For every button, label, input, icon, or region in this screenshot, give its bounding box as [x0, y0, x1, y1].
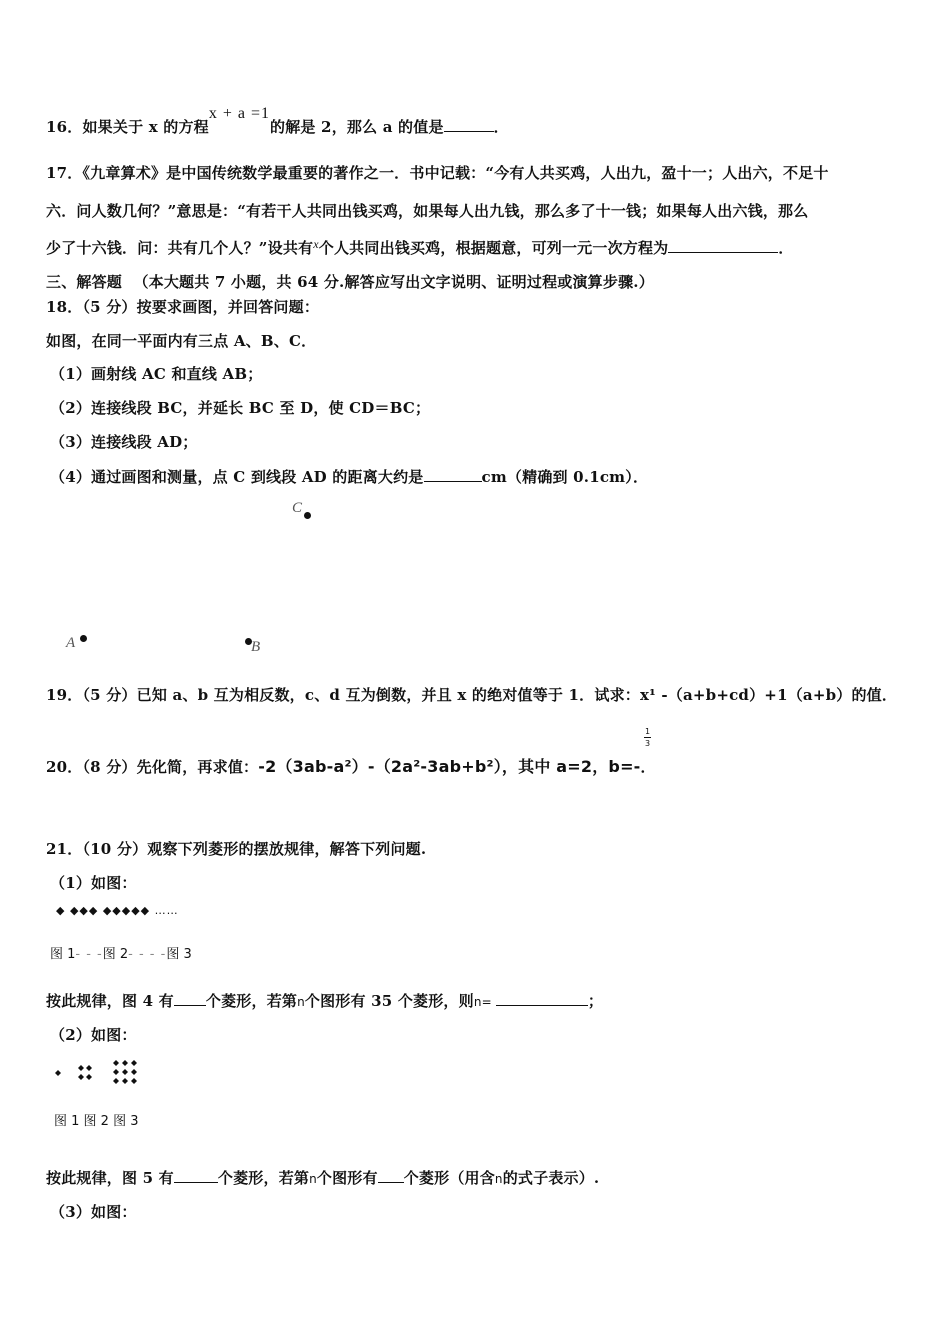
- q21-p2-fig-2-label: 图 2: [83, 1114, 109, 1129]
- q17-text-a: 少了十六钱．问：共有几个人？”设共有: [46, 239, 314, 257]
- p2-fig3-rhombi: [113, 1060, 137, 1084]
- q17-line-3: [46, 237, 794, 258]
- q21-part-3-label: （3）如图：: [50, 1203, 137, 1221]
- section-3-note: （本大题共 7 小题，共 64 分.解答应写出文字说明、证明过程或演算步骤.）: [133, 273, 654, 291]
- q20-fraction-denominator: 3: [644, 739, 651, 748]
- q18-step-4-text-b: cm（精确到 0.1cm）．: [481, 468, 649, 486]
- q21-p2-text-b: 个菱形，若第: [217, 1169, 310, 1187]
- q21-p1-blank-1[interactable]: [174, 991, 206, 1006]
- point-c-label: C: [292, 500, 303, 516]
- q17-answer-blank[interactable]: [668, 238, 778, 253]
- q21-p1-text-a: 按此规律，图 4 有: [46, 992, 174, 1010]
- q21-p1-n-equals: n=: [473, 995, 492, 1009]
- q17-variable-x: x: [313, 237, 319, 251]
- q20-fraction-bar: [644, 737, 651, 738]
- q21-part-2-rhombus-figures: [50, 1058, 150, 1088]
- q18-step-4-text-a: （4）通过画图和测量，点 C 到线段 AD 的距离大约是: [50, 468, 424, 486]
- q21-head: 21．（10 分）观察下列菱形的摆放规律，解答下列问题.: [46, 840, 427, 858]
- q18-answer-blank[interactable]: [424, 467, 482, 482]
- q21-p2-text-d: 个菱形（用含: [403, 1169, 495, 1187]
- q21-p2-fig-3-label: 图 3: [113, 1114, 139, 1129]
- q21-p2-text-e: 的式子表示）.: [502, 1169, 600, 1187]
- point-a-label: A: [66, 635, 76, 651]
- q21-p2-text-c: 个图形有: [316, 1169, 378, 1187]
- q21-p1-fig-2-label: 图 2: [102, 947, 129, 962]
- question-19: 19．（5 分）已知 a、b 互为相反数，c、d 互为倒数，并且 x 的绝对值等于 1．试求：x¹ -（a+b+cd）+1（a+b）的值．: [46, 686, 898, 704]
- q21-p1-text-c: 个图形有 35 个菱形，则: [304, 992, 474, 1010]
- q21-p1-text-d: ；: [587, 992, 604, 1010]
- q16-text-c: ．: [493, 118, 509, 136]
- q21-part-2-question: [46, 1167, 599, 1188]
- q20-fraction-numerator: 1: [644, 727, 651, 736]
- q18-step-1: （1）画射线 AC 和直线 AB；: [50, 365, 263, 383]
- q18-intro: 如图，在同一平面内有三点 A、B、C．: [46, 332, 317, 350]
- q21-part-1-rhombus-figures: ◆ ◆◆◆ ◆◆◆◆◆ ……: [56, 904, 179, 917]
- q18-head: 18．（5 分）按要求画图，并回答问题：: [46, 298, 320, 316]
- q20-expression: -2（3ab-a²）-（2a²-3ab+b²），其中 a=2，b=-: [258, 757, 641, 776]
- point-c-dot: [304, 512, 311, 519]
- q21-p1-text-b: 个菱形，若第: [205, 992, 298, 1010]
- q16-equation: x + a =1: [208, 105, 271, 122]
- q16-text-b: 的解是 2，那么 a 的值是: [270, 118, 444, 136]
- q16-text-a: 16．如果关于 x 的方程: [46, 118, 209, 136]
- q18-step-2: （2）连接线段 BC，并延长 BC 至 D，使 CD＝BC；: [50, 399, 431, 417]
- section-3-title: 三、解答题: [46, 273, 123, 291]
- q17-line-1: 17．《九章算术》是中国传统数学最重要的著作之一．书中记载：“今有人共买鸡，人出九，盈十一；人出六，不足十: [46, 164, 829, 182]
- point-a-dot: [80, 635, 87, 642]
- q21-part-2-label: （2）如图：: [50, 1026, 137, 1044]
- q21-p2-blank-2[interactable]: [378, 1168, 404, 1183]
- q21-p1-blank-2[interactable]: [496, 991, 588, 1006]
- q20-text-a: 20．（8 分）先化简，再求值：: [46, 758, 259, 776]
- q20-text-b: ．: [640, 758, 656, 776]
- q18-step-3: （3）连接线段 AD；: [50, 433, 198, 451]
- q21-part-2-figure-labels: [54, 1110, 139, 1129]
- q21-part-1-question: [46, 990, 603, 1011]
- question-20: [46, 754, 656, 777]
- q21-p2-n: n: [309, 1172, 317, 1186]
- q17-text-b: 个人共同出钱买鸡，根据题意，可列一元一次方程为: [318, 239, 669, 257]
- q21-p1-n: n: [297, 995, 305, 1009]
- p2-fig2-rhombi: [78, 1065, 92, 1080]
- point-b-label: B: [251, 639, 261, 655]
- q21-part-1-figure-labels: 图 1- - -图 2- - - -图 3: [50, 947, 192, 962]
- q17-text-c: ．: [778, 239, 794, 257]
- q21-p2-blank-1[interactable]: [174, 1168, 218, 1183]
- q21-p2-fig-1-label: 图 1: [54, 1114, 80, 1129]
- q16-answer-blank[interactable]: [444, 117, 494, 132]
- section-3-heading: [46, 271, 654, 292]
- q21-p2-n-2: n: [494, 1172, 503, 1186]
- q17-line-2: 六．问人数几何？”意思是：“有若干人共同出钱买鸡，如果每人出九钱，那么多了十一钱；如果每人出六钱，那么: [46, 202, 809, 220]
- q20-fraction: [644, 727, 651, 748]
- question-16: [46, 105, 509, 137]
- q21-p1-fig-1-label: 图 1: [50, 947, 76, 962]
- p2-fig1-rhombus: [55, 1070, 61, 1076]
- q21-part-1-label: （1）如图：: [50, 874, 137, 892]
- q21-p2-text-a: 按此规律，图 5 有: [46, 1169, 174, 1187]
- q18-step-4: [50, 466, 648, 487]
- q21-p1-fig-3-label: 图 3: [166, 947, 192, 962]
